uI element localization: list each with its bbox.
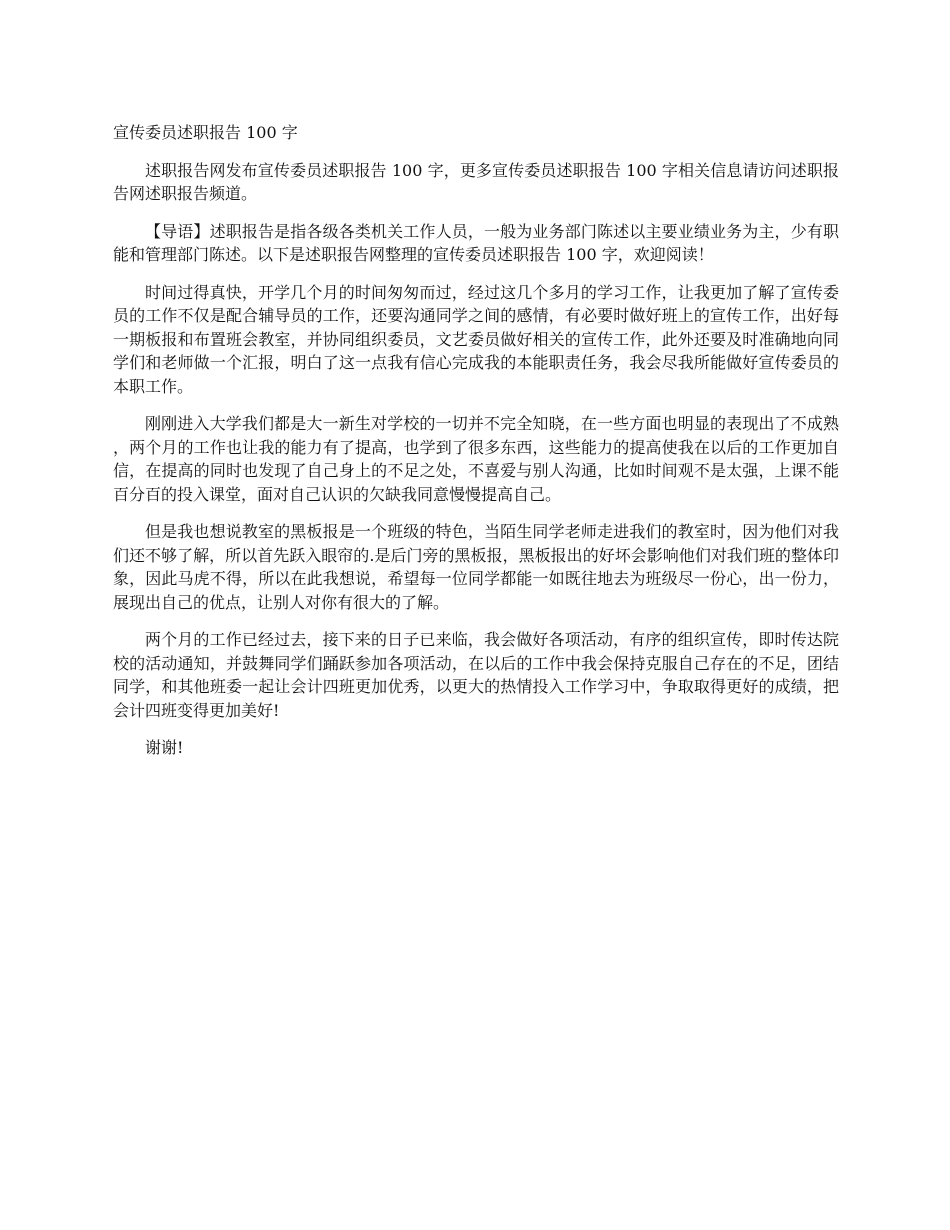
body-paragraph: 时间过得真快，开学几个月的时间匆匆而过，经过这几个多月的学习工作，让我更加了解了宣传委员的工作不仅是配合辅导员的工作，还要沟通同学之间的感情，有必要时做好班上的宣传工作，出好每一期板报和布置班会教室，并协同组织委员，文艺委员做好相关的宣传工作，此外还要及时准确地向同学们和老师做一个汇报，明白了这一点我有信心完成我的本能职责任务，我会尽我所能做好宣传委员的本职工作。 — [113, 282, 839, 396]
closing-paragraph: 谢谢! — [145, 738, 184, 757]
document-title: 宣传委员述职报告 100 字 — [113, 123, 298, 142]
document-body — [113, 121, 839, 774]
body-paragraph: 刚刚进入大学我们都是大一新生对学校的一切并不完全知晓，在一些方面也明显的表现出了不成熟，两个月的工作也让我的能力有了提高，也学到了很多东西，这些能力的提高使我在以后的工作更加自信，在提高的同时也发现了自己身上的不足之处，不喜爱与别人沟通，比如时间观不是太强，上课不能百分百的投入课堂，面对自己认识的欠缺我同意慢慢提高自己。 — [113, 414, 839, 504]
guide-paragraph: 【导语】述职报告是指各级各类机关工作人员，一般为业务部门陈述以主要业绩业务为主，少有职能和管理部门陈述。以下是述职报告网整理的宣传委员述职报告 100 字，欢迎阅读！ — [113, 221, 839, 264]
body-paragraph: 但是我也想说教室的黑板报是一个班级的特色，当陌生同学老师走进我们的教室时，因为他们对我们还不够了解，所以首先跃入眼帘的.是后门旁的黑板报，黑板报出的好坏会影响他们对我们班的整体印象，因此马虎不得，所以在此我想说，希望每一位同学都能一如既往地去为班级尽一份心，出一份力，展现出自己的优点，让别人对你有很大的了解。 — [113, 522, 839, 612]
intro-paragraph: 述职报告网发布宣传委员述职报告 100 字，更多宣传委员述职报告 100 字相关信息请访问述职报告网述职报告频道。 — [113, 160, 839, 203]
body-paragraph: 两个月的工作已经过去，接下来的日子已来临，我会做好各项活动，有序的组织宣传，即时传达院校的活动通知，并鼓舞同学们踊跃参加各项活动，在以后的工作中我会保持克服自己存在的不足，团结同学，和其他班委一起让会计四班更加优秀，以更大的热情投入工作学习中，争取取得更好的成绩，把会计四班变得更加美好! — [113, 630, 839, 720]
